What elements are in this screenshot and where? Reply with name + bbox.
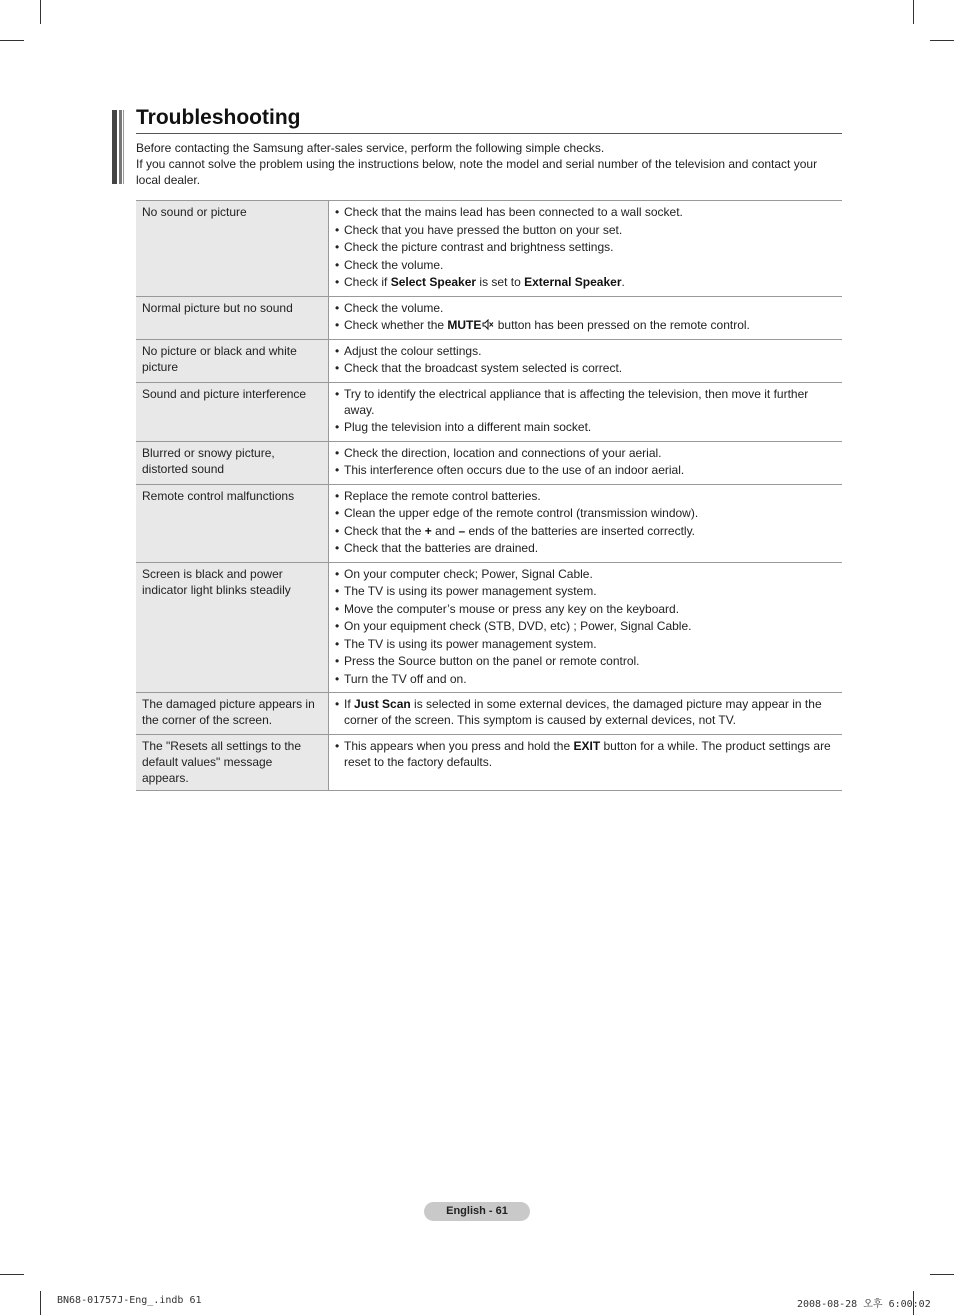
- solution-cell: [329, 441, 843, 484]
- title-divider: [136, 133, 842, 134]
- emphasis-text: MUTE: [447, 318, 482, 332]
- crop-mark: [40, 1291, 41, 1315]
- table-row: [136, 734, 842, 790]
- list-item: • Try to identify the electrical appliance that is affecting the television, then move it further away.: [335, 386, 836, 418]
- solution-list: [335, 300, 836, 334]
- crop-mark: [913, 0, 914, 24]
- symptom-cell: The damaged picture appears in the corner of the screen.: [136, 693, 329, 735]
- text-segment: is selected in some external devices, the damaged picture may appear in the corner of the screen. This symptom is caused by external devices, not TV.: [344, 697, 822, 727]
- crop-mark: [930, 40, 954, 41]
- text-segment: button for a while. The product settings are reset to the factory defaults.: [344, 738, 831, 769]
- footer-timestamp: 2008-08-28 오후 6:00:02: [797, 1299, 931, 1310]
- symptom-cell: Blurred or snowy picture, distorted sound: [136, 441, 329, 484]
- crop-mark: [40, 0, 41, 24]
- emphasis-text: Select Speaker: [390, 275, 477, 289]
- symptom-cell: Normal picture but no sound: [136, 296, 329, 339]
- solution-list: [335, 445, 836, 479]
- crop-mark: [0, 40, 24, 41]
- table-row: [136, 339, 842, 382]
- emphasis-text: +: [424, 523, 432, 538]
- list-item: • The TV is using its power management system.: [335, 636, 836, 652]
- symptom-cell: Screen is black and power indicator light blinks steadily: [136, 562, 329, 693]
- table-row: [136, 296, 842, 339]
- list-item: • This interference often occurs due to the use of an indoor aerial.: [335, 462, 836, 478]
- list-item: • Check the volume.: [335, 257, 836, 273]
- text-segment: .: [621, 275, 625, 289]
- symptom-cell: Remote control malfunctions: [136, 484, 329, 562]
- list-item: • Move the computer’s mouse or press any key on the keyboard.: [335, 601, 836, 617]
- list-item: • Press the Source button on the panel or remote control.: [335, 653, 836, 669]
- text-segment: Check whether the: [344, 318, 448, 332]
- solution-cell: [329, 201, 843, 297]
- text-segment: and: [431, 523, 459, 538]
- solution-list: [335, 343, 836, 377]
- list-item: • Check the volume.: [335, 300, 836, 316]
- solution-cell: [329, 296, 843, 339]
- solution-list: [335, 738, 836, 770]
- list-item: • Check that the batteries are drained.: [335, 540, 836, 556]
- page-number-badge: English - 61: [424, 1202, 530, 1221]
- list-item: [335, 696, 836, 728]
- table-row: [136, 441, 842, 484]
- symptom-cell: No sound or picture: [136, 201, 329, 297]
- text-segment: Check that the: [344, 523, 425, 538]
- solution-cell: [329, 382, 843, 441]
- list-item: [335, 523, 836, 539]
- list-item: • Check that the broadcast system selected is correct.: [335, 360, 836, 376]
- solution-cell: [329, 734, 843, 790]
- list-item: • Check that you have pressed the button on your set.: [335, 222, 836, 238]
- solution-cell: [329, 562, 843, 693]
- list-item: • Check that the mains lead has been connected to a wall socket.: [335, 204, 836, 220]
- troubleshooting-table-body: [136, 201, 842, 791]
- mute-speaker-icon: [482, 319, 494, 330]
- footer-file-info: BN68-01757J-Eng_.indb 61: [57, 1295, 202, 1306]
- list-item: • Check the direction, location and connections of your aerial.: [335, 445, 836, 461]
- solution-list: [335, 566, 836, 687]
- symptom-cell: No picture or black and white picture: [136, 339, 329, 382]
- list-item: • On your computer check; Power, Signal Cable.: [335, 566, 836, 582]
- section-marker-bars: [112, 110, 126, 184]
- solution-list: [335, 696, 836, 728]
- text-segment: If: [344, 697, 355, 711]
- emphasis-text: EXIT: [573, 738, 601, 753]
- text-segment: This appears when you press and hold the: [344, 738, 574, 753]
- list-item: • Clean the upper edge of the remote control (transmission window).: [335, 505, 836, 521]
- text-segment: is set to: [476, 275, 525, 289]
- list-item: • Turn the TV off and on.: [335, 671, 836, 687]
- emphasis-text: External Speaker: [524, 275, 622, 289]
- intro-line: If you cannot solve the problem using the instructions below, note the model and serial number of the television and contact your local dealer.: [136, 157, 818, 187]
- table-row: [136, 693, 842, 735]
- intro-line: Before contacting the Samsung after-sales service, perform the following simple checks.: [136, 141, 605, 155]
- text-segment: button has been pressed on the remote control.: [494, 318, 750, 332]
- text-segment: ends of the batteries are inserted correctly.: [465, 523, 696, 538]
- list-item: [335, 317, 836, 333]
- list-item: [335, 738, 836, 770]
- intro-text: [136, 140, 836, 188]
- solution-list: [335, 204, 836, 290]
- table-row: [136, 562, 842, 693]
- emphasis-text: –: [458, 523, 466, 538]
- list-item: • Adjust the colour settings.: [335, 343, 836, 359]
- list-item: • On your equipment check (STB, DVD, etc) ; Power, Signal Cable.: [335, 618, 836, 634]
- solution-list: [335, 488, 836, 557]
- table-row: [136, 201, 842, 297]
- solution-cell: [329, 339, 843, 382]
- symptom-cell: The "Resets all settings to the default values" message appears.: [136, 734, 329, 790]
- solution-list: [335, 386, 836, 436]
- troubleshooting-table: [136, 200, 842, 791]
- symptom-cell: Sound and picture interference: [136, 382, 329, 441]
- solution-cell: [329, 693, 843, 735]
- solution-cell: [329, 484, 843, 562]
- list-item: [335, 274, 836, 290]
- list-item: • Replace the remote control batteries.: [335, 488, 836, 504]
- page-title: Troubleshooting: [136, 106, 301, 129]
- list-item: • The TV is using its power management system.: [335, 583, 836, 599]
- list-item: • Plug the television into a different main socket.: [335, 419, 836, 435]
- list-item: • Check the picture contrast and brightness settings.: [335, 239, 836, 255]
- crop-mark: [0, 1274, 24, 1275]
- text-segment: Check if: [344, 275, 391, 289]
- table-row: [136, 382, 842, 441]
- table-row: [136, 484, 842, 562]
- emphasis-text: Just Scan: [354, 697, 411, 711]
- crop-mark: [930, 1274, 954, 1275]
